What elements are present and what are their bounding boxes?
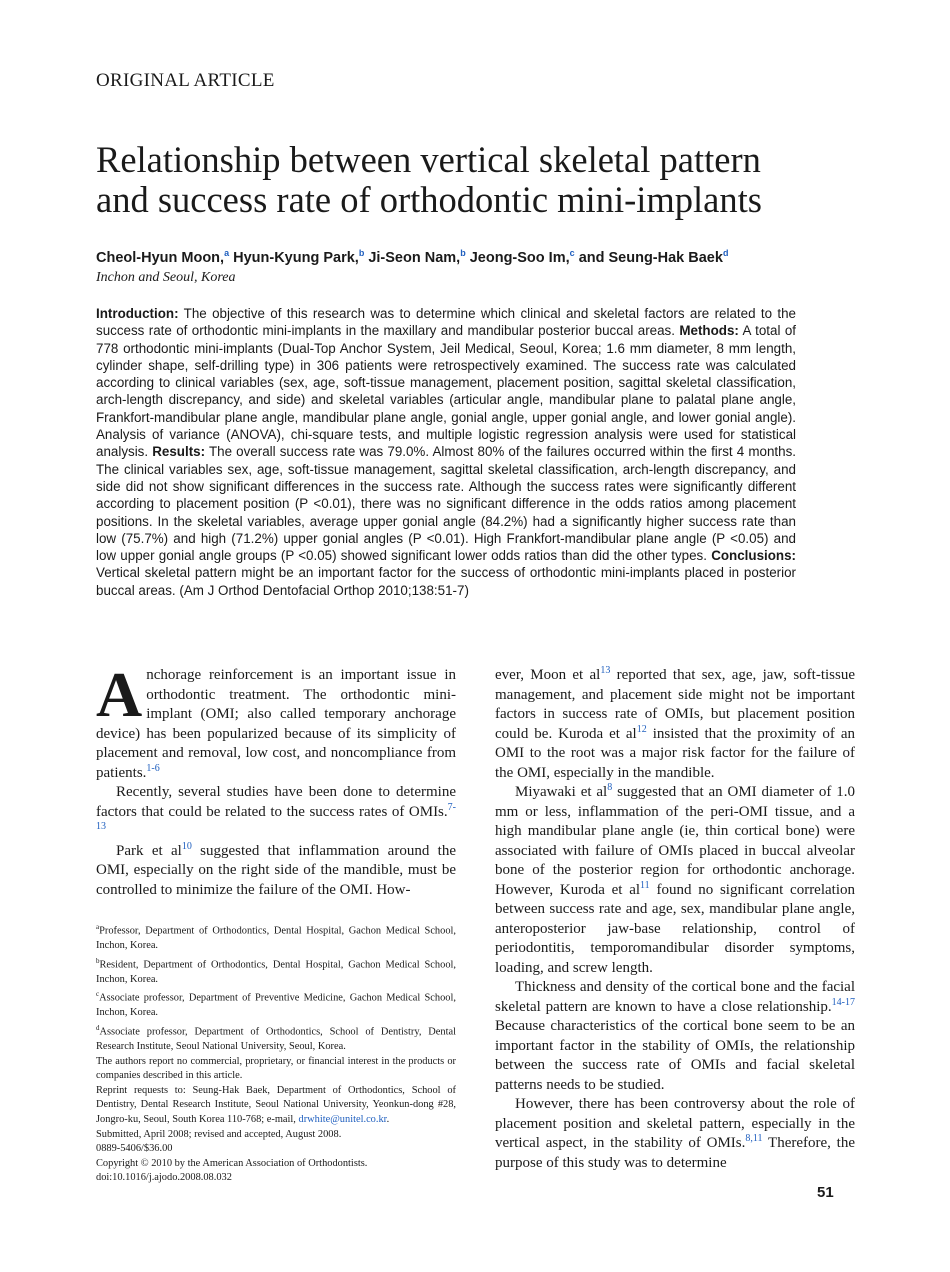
body-paragraph: However, there has been controversy about the role of placement position and skeletal pattern, especially in the vertical aspect, in the stability of OMIs.$^{8,11}$ Therefore, the purpose of this study was to determine: [495, 1096, 855, 1171]
body-paragraph: Park et $al^{10}$ suggested that inflammation around the OMI, especially on the right side of the mandible, must be controlled to minimize the failure of the OMI. How-: [96, 840, 456, 898]
body-paragraph: Recently, several studies have been done to determine factors that could be related to the success rates of OMIs.$^{7-13}$: [96, 784, 456, 832]
reference-link[interactable]: 7-13: [96, 801, 456, 832]
reprint-note: Reprint requests to: Seung-Hak Baek, Department of Orthodontics, School of Dentistry, Dental Research Institute, Seoul National University, Yeonkun-dong #28, Jongro-ku, Seoul, South Korea 110-768; e-mail, drwhite@unitel.co.kr.: [96, 1084, 456, 1125]
footnote-d: $^d$Associate professor, Department of Orthodontics, School of Dentistry, Dental Research Institute, Seoul National University, Seoul, Korea.: [96, 1023, 456, 1053]
reference-link[interactable]: 8,11: [745, 1133, 763, 1144]
reference-link[interactable]: 10: [181, 840, 192, 852]
page-number: 51: [817, 1184, 834, 1201]
author-name: Jeong-Soo Im,: [469, 249, 570, 266]
title-line-1: Relationship between vertical skeletal pattern: [96, 139, 761, 180]
doi[interactable]: doi:10.1016/j.ajodo.2008.08.032: [96, 1172, 232, 1184]
author-name: Cheol-Hyun Moon,: [96, 249, 225, 266]
abstract-conclusions-label: Conclusions:: [711, 548, 796, 564]
footnote-b: $^b$Resident, Department of Orthodontics, Dental Hospital, Gachon Medical School, Inchon, Korea.: [96, 956, 456, 985]
abstract-methods-text: A total of 778 orthodontic mini-implants (Dual-Top Anchor System, Jeil Medical, Seoul, Korea; 1.6 mm diameter, 8 mm length, cylinder shape, self-drilling type) in 306 patients were retrospectively examined. The success rate was calculated according to clinical variables (sex, age, soft-tissue management, placement position, sagittal skeletal classification, arch-length discrepancy, and side) and skeletal variables (articular angle, mandibular plane to palatal plane angle, Frankfort-mandibular plane angle, mandibular plane angle, gonial angle, upper gonial angle, and lower gonial angle). Analysis of variance (ANOVA), chi-square tests, and multiple logistic regression analysis were used for statistical analysis.: [96, 323, 797, 460]
affiliation-mark[interactable]: d: [722, 248, 729, 258]
issn: 0889-5406/$36.00: [96, 1143, 173, 1155]
author-name: and Seung-Hak Baek: [578, 249, 723, 266]
abstract-methods-label: Methods:: [679, 323, 739, 339]
author-name: Ji-Seon Nam,: [368, 249, 461, 266]
copyright: Copyright © 2010 by the American Association of Orthodontists.: [96, 1157, 368, 1169]
right-column: [495, 666, 855, 1173]
section-label: ORIGINAL ARTICLE: [96, 70, 275, 91]
abstract-results-label: Results:: [152, 444, 206, 460]
reference-link[interactable]: 1-6: [146, 762, 160, 774]
email-link[interactable]: drwhite@unitel.co.kr: [298, 1114, 387, 1125]
article-title: [96, 140, 876, 220]
reference-link[interactable]: 8: [607, 782, 613, 793]
submission-dates: Submitted, April 2008; revised and accepted, August 2008.: [96, 1128, 342, 1140]
footnotes: [96, 920, 456, 1186]
disclosure-note: The authors report no commercial, proprietary, or financial interest in the products or companies described in this article.: [96, 1055, 456, 1082]
abstract-intro-text: The objective of this research was to determine which clinical and skeletal factors are related to the success rate of orthodontic mini-implants in the maxillary and mandibular posterior buccal areas.: [96, 306, 796, 339]
title-line-2: and success rate of orthodontic mini-implants: [96, 179, 762, 220]
body-paragraph: Anchorage reinforcement is an important issue in orthodontic treatment. The orthodontic mini-implant (OMI; also called temporary anchorage device) has been popularized because of its simplicity of placement and removal, low cost, and noncompliance from patients.$^{1-6}$: [96, 659, 456, 781]
body-paragraph: ever, Moon et $al^{13}$ reported that sex, age, jaw, soft-tissue management, and placement side might not be important factors in success rate of OMIs, but placement position could be. Kuroda et $al^{12}$ insisted that the proximity of an OMI to the root was a major risk factor for the failure of the OMI, especially in the mandible.: [495, 665, 855, 781]
reference-link[interactable]: 14-17: [831, 996, 855, 1008]
reference-link[interactable]: 11: [640, 879, 650, 891]
abstract: [96, 305, 796, 599]
body-paragraph: Miyawaki et $al^8$ suggested that an OMI diameter of 1.0 mm or less, inflammation of the peri-OMI tissue, and a high mandibular plane angle (ie, thin cortical bone) were associated with failure of OMIs placed in buccal alveolar bone of the posterior region for orthodontic anchorage. However, Kuroda et $al^{11}$ found no significant correlation between success rate and age, sex, mandibular plane angle, anteroposterior jaw-base relationship, control of periodontitis, temporomandibular disorder symptoms, loading, and screw length.: [495, 782, 856, 976]
reference-link[interactable]: 12: [636, 723, 647, 735]
affiliation-mark[interactable]: a: [224, 248, 230, 258]
author-name: Hyun-Kyung Park,: [233, 249, 359, 266]
abstract-results-text: The overall success rate was 79.0%. Almost 80% of the failures occurred within the first 4 months. The clinical variables sex, age, soft-tissue management, sagittal skeletal classification, arch-length discrepancy, and side did not show significant differences in the success rate. Although the success rates were significantly different according to placement position (P <0.01), there was no significant difference in the odds ratios among placement positions. In the skeletal variables, average upper gonial angle (84.2%) had a significantly higher success rate than low (75.7%) and high (71.2%) upper gonial angles (P <0.01). High Frankfort-mandibular plane angle (P <0.05) and low upper gonial angle groups (P <0.05) showed significant lower odds ratios than did the other types.: [96, 444, 796, 564]
author-location: Inchon and Seoul, Korea: [96, 270, 236, 285]
affiliation-mark[interactable]: b: [358, 248, 365, 258]
footnote-c: $^c$Associate professor, Department of Preventive Medicine, Gachon Medical School, Inchon, Korea.: [96, 990, 456, 1019]
reference-link[interactable]: 13: [600, 665, 611, 676]
left-column: [96, 659, 456, 900]
affiliation-mark[interactable]: b: [460, 248, 466, 258]
drop-cap: A: [96, 659, 143, 730]
abstract-intro-label: Introduction:: [96, 306, 179, 321]
abstract-conclusions-text: Vertical skeletal pattern might be an important factor for the success of orthodontic mini-implants placed in posterior buccal areas. (Am J Orthod Dentofacial Orthop 2010;138:51-7): [96, 565, 796, 598]
footnote-a: $^a$Professor, Department of Orthodontics, Dental Hospital, Gachon Medical School, Inchon, Korea.: [96, 923, 456, 952]
affiliation-mark[interactable]: c: [569, 248, 575, 258]
body-paragraph: Thickness and density of the cortical bone and the facial skeletal pattern are known to have a close relationship.$^{14-17}$ Because characteristics of the cortical bone seem to be an important factor in the stability of OMIs, the relationship between the success rate of OMIs and facial skeletal patterns needs to be studied.: [495, 979, 855, 1093]
author-list: [96, 248, 876, 266]
